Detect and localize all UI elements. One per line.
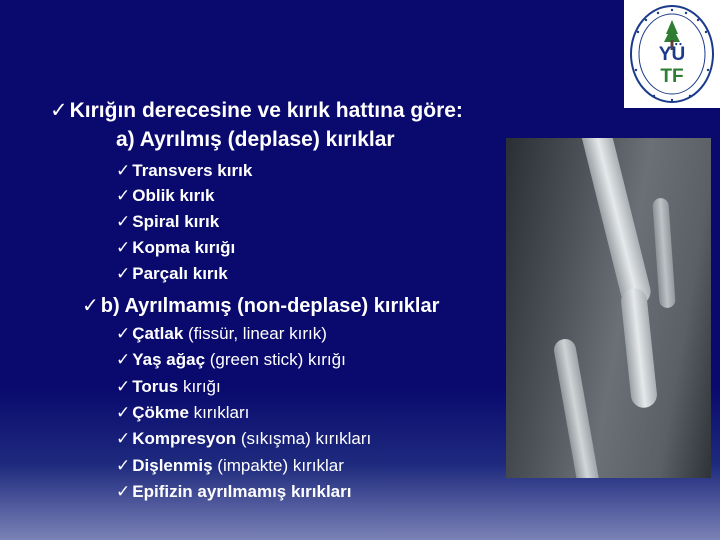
checkmark-icon: ✓ xyxy=(116,456,131,476)
list-a-text: Oblik kırık xyxy=(132,186,215,205)
list-a-text: Parçalı kırık xyxy=(132,264,228,283)
subheading-b xyxy=(82,293,439,318)
list-b-bold: Çökme xyxy=(132,403,189,422)
list-item xyxy=(116,456,344,476)
checkmark-icon: ✓ xyxy=(116,324,131,344)
list-a-text: Kopma kırığı xyxy=(132,238,236,257)
subheading-a xyxy=(116,128,395,152)
logo-seal-icon xyxy=(624,0,720,108)
list-a-text: Spiral kırık xyxy=(132,212,220,231)
list-b-rest: kırığı xyxy=(178,377,221,396)
list-a-text: Transvers kırık xyxy=(132,161,253,180)
list-b-rest: (green stick) kırığı xyxy=(205,350,346,369)
checkmark-icon: ✓ xyxy=(116,350,131,370)
list-b-bold: Torus xyxy=(132,377,179,396)
list-item xyxy=(116,238,235,258)
checkmark-icon: ✓ xyxy=(116,186,131,206)
list-item xyxy=(116,429,371,449)
list-b-rest: (sıkışma) kırıkları xyxy=(236,429,372,448)
list-item xyxy=(116,264,228,284)
checkmark-icon: ✓ xyxy=(116,482,131,502)
list-b-rest: (impakte) kırıklar xyxy=(212,456,344,475)
list-b-bold: Çatlak xyxy=(132,324,184,343)
list-item xyxy=(116,350,346,370)
checkmark-icon: ✓ xyxy=(82,293,99,317)
checkmark-icon: ✓ xyxy=(116,212,131,232)
list-b-bold: Kompresyon xyxy=(132,429,237,448)
checkmark-icon: ✓ xyxy=(116,429,131,449)
list-b-bold: Dişlenmiş xyxy=(132,456,213,475)
list-b-bold: Epifizin ayrılmamış kırıkları xyxy=(132,482,352,501)
list-item xyxy=(116,186,214,206)
list-b-rest: kırıkları xyxy=(188,403,250,422)
checkmark-icon: ✓ xyxy=(116,377,131,397)
checkmark-icon: ✓ xyxy=(116,161,131,181)
list-b-rest: (fissür, linear kırık) xyxy=(183,324,327,343)
list-b-bold: Yaş ağaç xyxy=(132,350,206,369)
logo-text-bottom: TF xyxy=(660,66,684,87)
subheading-b-text: b) Ayrılmamış (non-deplase) kırıklar xyxy=(100,295,440,317)
heading-text: Kırığın derecesine ve kırık hattına göre: xyxy=(69,99,463,122)
list-item xyxy=(116,324,327,344)
list-item xyxy=(116,377,221,397)
heading-row xyxy=(50,98,463,123)
checkmark-icon: ✓ xyxy=(116,238,131,258)
university-logo xyxy=(624,0,720,108)
list-item xyxy=(116,161,252,181)
checkmark-icon: ✓ xyxy=(116,403,131,423)
logo-text-top: YÜ xyxy=(658,44,686,65)
xray-image xyxy=(506,138,711,478)
list-item xyxy=(116,212,219,232)
list-item xyxy=(116,482,351,502)
checkmark-icon: ✓ xyxy=(50,98,68,122)
checkmark-icon: ✓ xyxy=(116,264,131,284)
list-item xyxy=(116,403,249,423)
subheading-a-text: a) Ayrılmış (deplase) kırıklar xyxy=(116,128,395,151)
